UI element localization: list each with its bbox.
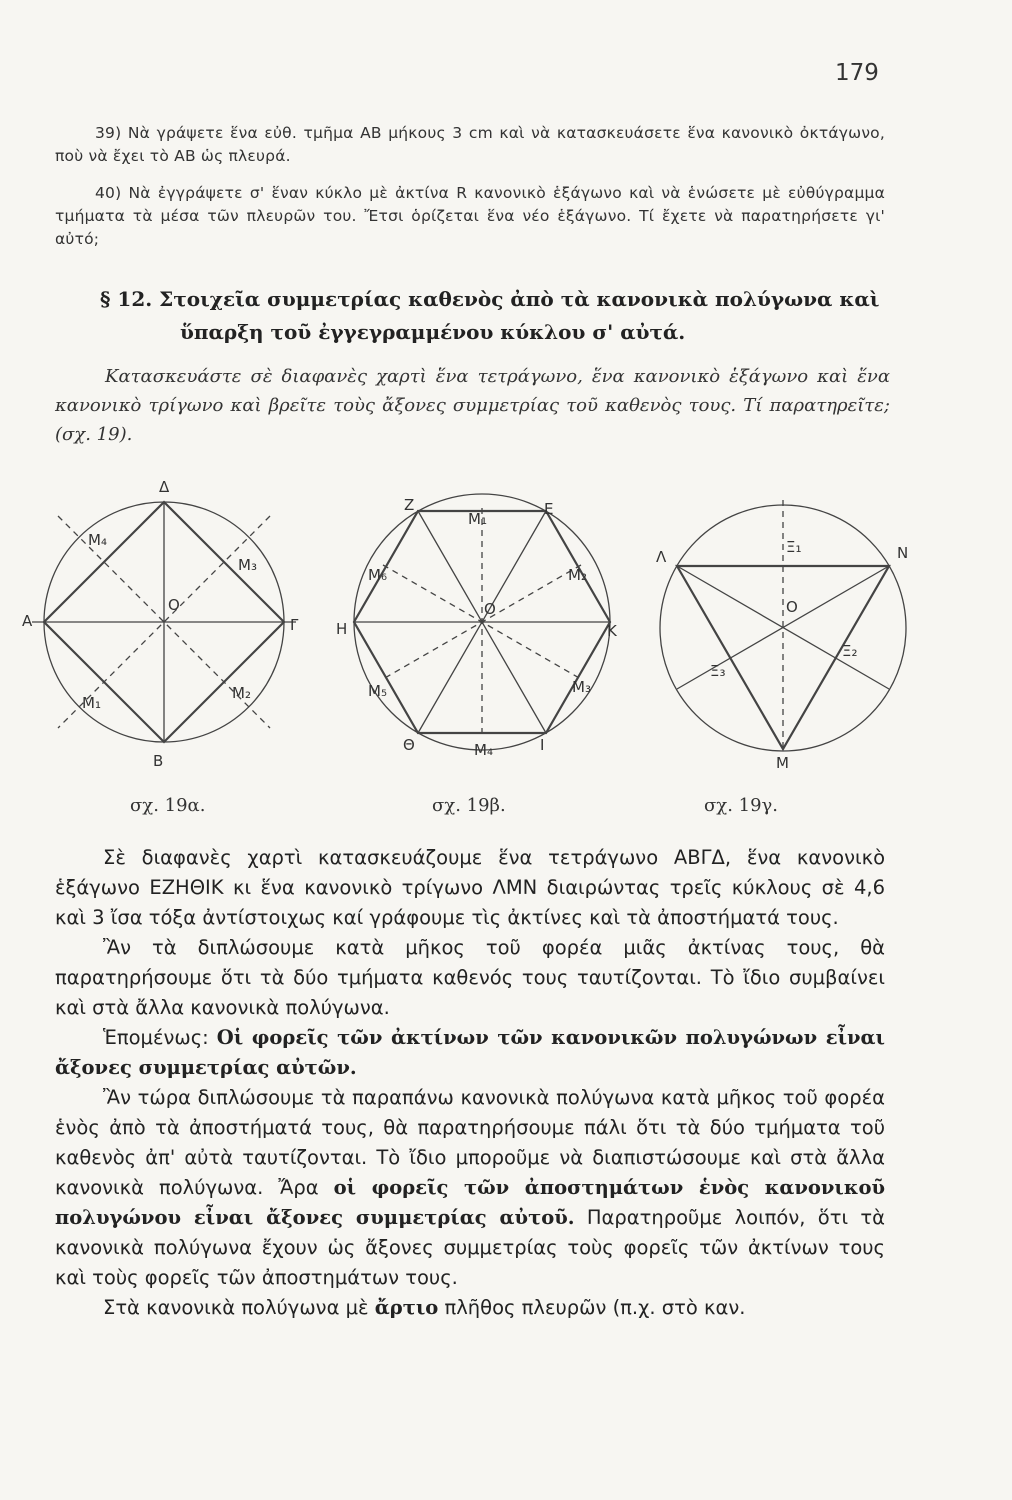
label-xi2: Ξ₂ [842,642,858,660]
label-m6-b: M₆ [368,566,387,584]
figure-19b [354,494,610,750]
body-paragraph-1: Σὲ διαφανὲς χαρτὶ κατασκευάζουμε ἕνα τετράγωνο ΑΒΓΔ, ἕνα κανονικὸ ἑξάγωνο ΕΖΗΘΙΚ κι ἕνα κανονικὸ τρίγωνο ΛΜΝ διαιρώντας τρεῖς κύκλους σὲ 4,6 καὶ 3 ἴσα τόξα ἀντίστοιχως καί γράφουμε τὶς ἀκτίνες καὶ τὰ ἀποστήματά τους. [55,846,885,929]
label-mu: M [776,754,789,772]
body-paragraph-3 [55,1023,885,1083]
intro-paragraph [55,362,890,449]
p5-a: Στὰ κανονικὰ πολύγωνα μὲ [103,1296,375,1319]
label-beta: Β [153,752,164,770]
body-paragraph-5 [55,1293,885,1323]
figures-19 [0,470,1012,790]
label-alpha: Α [22,612,33,630]
label-delta: Δ [159,478,170,496]
exercise-40 [55,182,885,251]
section-heading [55,283,885,349]
label-iota: I [540,736,545,754]
exercise-39 [55,122,885,168]
p4-a: Ἂν τώρα διπλώσουμε τὰ παραπάνω κανονικὰ πολύγωνα κατὰ μῆκος τοῦ φορέα ἑνὸς ἀπὸ τὰ ἀποστήματά τους, θὰ παρατηρήσουμε πάλι ὅτι τὰ δύο τμήματα τοῦ καθενὸς ἀπ' αὐτὰ ταυτίζονται. Τὸ ἴδιο μποροῦμε νὰ διαπιστώσουμε καὶ στὰ ἄλλα κανονικὰ πολύγωνα. Ἄρα [55,1086,885,1199]
p3-bold: Οἱ φορεῖς τῶν ἀκτίνων τῶν κανονικῶν πολυγώνων εἶναι ἄξονες συμμετρίας αὐτῶν. [55,1026,885,1079]
label-lambda: Λ [656,548,667,566]
label-m2-a: M₂ [232,684,251,702]
body-paragraph-2: Ἂν τὰ διπλώσουμε κατὰ μῆκος τοῦ φορέα μιᾶς ἀκτίνας τους, θὰ παρατηρήσουμε ὅτι τὰ δύο τμήματα καθενός τους ταυτίζονται. Τὸ ἴδιο συμβαίνει καὶ στὰ ἄλλα κανονικὰ πολύγωνα. [55,936,885,1019]
label-m3-b: M₃ [572,678,591,696]
label-xi1: Ξ₁ [786,538,802,556]
p4-b: Παρατηροῦμε λοιπόν, ὅτι τὰ κανονικὰ πολύγωνα ἔχουν ὡς ἄξονες συμμετρίας τοὺς φορεῖς τῶν ἀκτίνων τους καὶ τοὺς φορεῖς τῶν ἀποστημάτων τους. [55,1206,886,1289]
section-heading-line-1: § 12. Στοιχεῖα συμμετρίας καθενὸς ἀπὸ τὰ κανονικὰ πολύγωνα καὶ [100,287,880,311]
label-eta: H [336,620,348,638]
p3-lead: Ἑπομένως: [103,1026,217,1049]
label-xi3: Ξ₃ [710,662,726,680]
label-m4-b: M₄ [474,741,493,759]
exercise-39-text: 39) Νὰ γράψετε ἕνα εὐθ. τμῆμα ΑΒ μήκους 3 cm καὶ νὰ κατασκευάσετε ἕνα κανονικὸ ὀκτάγωνο, ποὺ νὰ ἔχει τὸ ΑΒ ὡς πλευρά. [55,124,885,165]
figure-19a [32,502,296,742]
body-paragraph-4 [55,1083,885,1293]
label-o-a: O [168,596,180,614]
label-m4-a: M₄ [88,531,107,549]
label-gamma: Γ [290,616,299,634]
figure-19c [660,500,909,751]
p5-bold: ἄρτιο [374,1296,439,1319]
label-m2-b: M₂ [568,566,587,584]
section-heading-line-2: ὕπαρξη τοῦ ἐγγεγραμμένου κύκλου σ' αὐτά. [180,320,686,344]
label-o-c: O [786,598,798,616]
p4-bold: οἱ φορεῖς τῶν ἀποστημάτων ἑνὸς κανονικοῦ πολυγώνου εἶναι ἄξονες συμμετρίας αὐτοῦ. [55,1176,886,1229]
body-text [55,843,885,1323]
label-kappa: K [607,622,617,640]
p5-b: πλῆθος πλευρῶν (π.χ. στὸ καν. [438,1296,746,1319]
label-zeta: Z [404,496,415,514]
label-o-b: O [484,600,496,618]
caption-19b: σχ. 19β. [432,795,506,816]
label-m1-a: M₁ [82,694,101,712]
caption-19c: σχ. 19γ. [704,795,779,816]
label-m1-b: M₁ [468,510,487,528]
label-nu: N [897,544,909,562]
label-theta: Θ [403,736,415,754]
label-epsilon: E [544,500,554,518]
caption-19a: σχ. 19α. [130,795,206,816]
page-number: 179 [835,60,879,86]
exercise-40-text: 40) Νὰ ἐγγράψετε σ' ἕναν κύκλο μὲ ἀκτίνα R κανονικὸ ἑξάγωνο καὶ νὰ ἑνώσετε μὲ εὐθύγραμμα τμήματα τὰ μέσα τῶν πλευρῶν του. Ἔτσι ὁρίζεται ἕνα νέο ἑξάγωνο. Τί ἔχετε νὰ παρατηρήσετε γι' αὐτό; [55,184,885,248]
intro-text: Κατασκευάστε σὲ διαφανὲς χαρτὶ ἕνα τετράγωνο, ἕνα κανονικὸ ἑξάγωνο καὶ ἕνα κανονικὸ τρίγωνο καὶ βρεῖτε τοὺς ἄξονες συμμετρίας τοῦ καθενὸς τους. Τί παρατηρεῖτε; (σχ. 19). [55,366,890,445]
label-m3-a: M₃ [238,556,257,574]
label-m5-b: M₅ [368,682,387,700]
